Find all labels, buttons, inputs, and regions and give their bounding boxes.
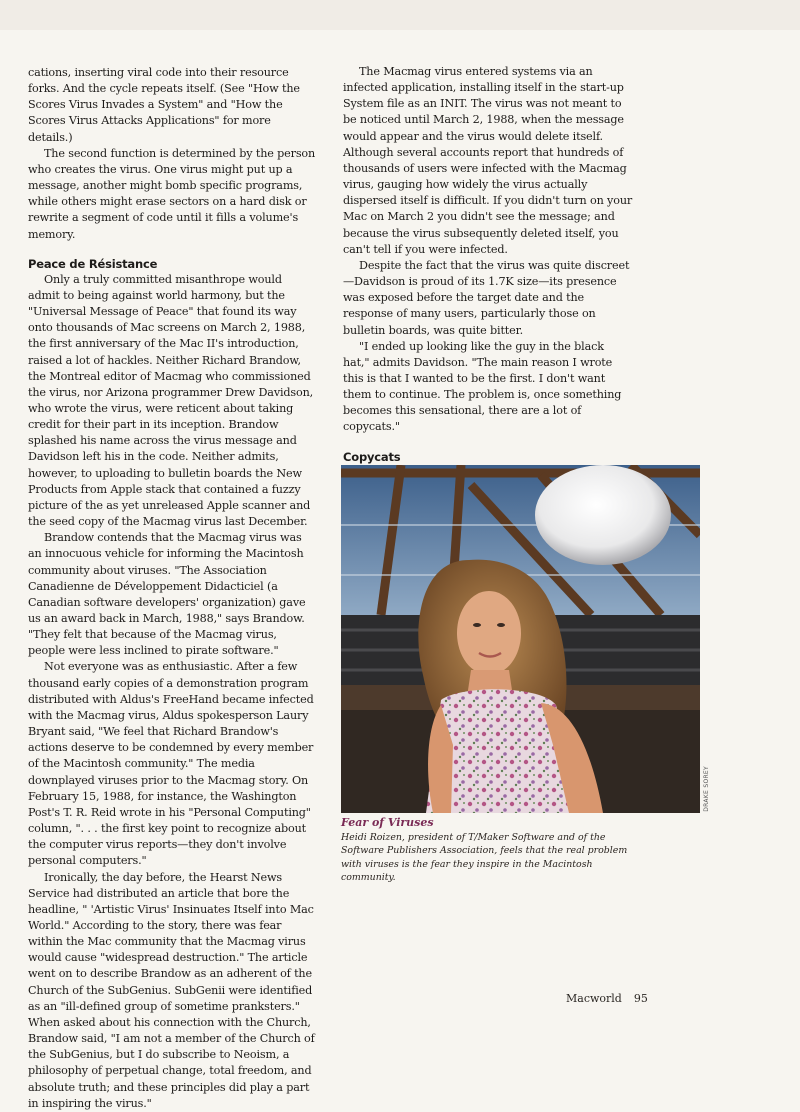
section-heading: Peace de Résistance [28,256,158,271]
body-paragraph: "I ended up looking like the guy in the black hat," admits Davidson. "The main reason I wrote this is that I wanted to be the first. I don't want them to continue. The problem is, once something becomes this sensational, there are a lot of copycats." [343,339,622,434]
top-bleed [0,0,800,30]
body-paragraph: The Macmag virus entered systems via an infected application, installing itself in the start-up System file as an INIT. The virus was not meant to be noticed until March 2, 1988, when the message would appear and the virus would delete itself. Although several accounts report that hundreds of thousands of users were infected with the Macmag virus, gauging how widely the virus actually dispersed itself is difficult. If you didn't turn on your Mac on March 2 you didn't see the message; and because the virus subsequently deleted itself, you can't tell if you were infected. [343,65,633,256]
caption-title: Fear of Viruses [341,816,434,829]
page-number: 95 [633,992,648,1005]
body-paragraph: Ironically, the day before, the Hearst News Service had distributed an article that bore the headline, " 'Artistic Virus' Insinuates Itself into Mac World." According to the story, there was fear within the Mac community that the Macmag virus would cause "widespread destruction." The article went on to describe Brandow as an adherent of the Church of the SubGenius. SubGenii were identified as an "ill-defined group of sometime pranksters." When asked about his connection with the Church, Brandow said, "I am not a member of the Church of the SubGenius, but I do subscribe to Neoism, a philosophy of perpetual change, total freedom, and absolute truth; and these principles did play a part in inspiring the virus." [28,870,315,1110]
body-paragraph: cations, inserting viral code into their resource forks. And the cycle repeats itself. (See "How the Scores Virus Invades a System" and "How the Scores Virus Attacks Applications" for more details.) [28,66,300,144]
portrait-photo [341,465,700,813]
page-footer [566,992,648,1005]
caption-text: Heidi Roizen, president of T/Maker Software and of the Software Publishers Association, feels that the real problem with viruses is the fear they inspire in the Macintosh community. [341,832,628,884]
body-paragraph: The second function is determined by the person who creates the virus. One virus might put up a message, another might bomb specific programs, while others might erase sectors on a hard disk or rewrite a segment of code until it fills a volume's memory. [28,146,316,241]
magazine-name: Macworld [566,992,622,1005]
left-column [28,65,316,1112]
section-heading: Copycats [343,449,401,464]
body-paragraph: Despite the fact that the virus was quite discreet —Davidson is proud of its 1.7K size—its presence was exposed before the target date and the response of many users, particularly those on bulletin boards, was quite bitter. [343,258,630,337]
body-paragraph: Not everyone was as enthusiastic. After a few thousand early copies of a demonstration program distributed with Aldus's FreeHand became infected with the Macmag virus, Aldus spokesperson Laury Bryant said, "We feel that Richard Brandow's actions deserve to be condemned by every member of the Macintosh community." The media downplayed viruses prior to the Macmag story. On February 15, 1988, for instance, the Washington Post's T. R. Reid wrote in his "Personal Computing" column, ". . . the first key point to recognize about the computer virus reports—they don't involve personal computers." [28,660,314,868]
photo-credit: DRAKE SOREY [703,766,710,812]
body-paragraph: Brandow contends that the Macmag virus was an innocuous vehicle for informing the Macintosh community about viruses. "The Association Canadienne de Développement Didacticiel (a Canadian software developers' organization) gave us an award back in March, 1988," says Brandow. "They felt that because of the Macmag virus, people were less inclined to pirate software." [28,531,306,658]
body-paragraph: Only a truly committed misanthrope would admit to being against world harmony, but the "Universal Message of Peace" that found its way onto thousands of Mac screens on March 2, 1988, the first anniversary of the Mac II's introduction, raised a lot of hackles. Neither Richard Brandow, the Montreal editor of Macmag who commissioned the virus, nor Arizona programmer Drew Davidson, who wrote the virus, were reticent about taking credit for their part in its inception. Brandow splashed his name across the virus message and Davidson left his in the code. Neither admits, however, to uploading to bulletin boards the New Products from Apple stack that contained a fuzzy picture of the as yet unreleased Apple scanner and the seed copy of the Macmag virus last December. [28,272,314,529]
